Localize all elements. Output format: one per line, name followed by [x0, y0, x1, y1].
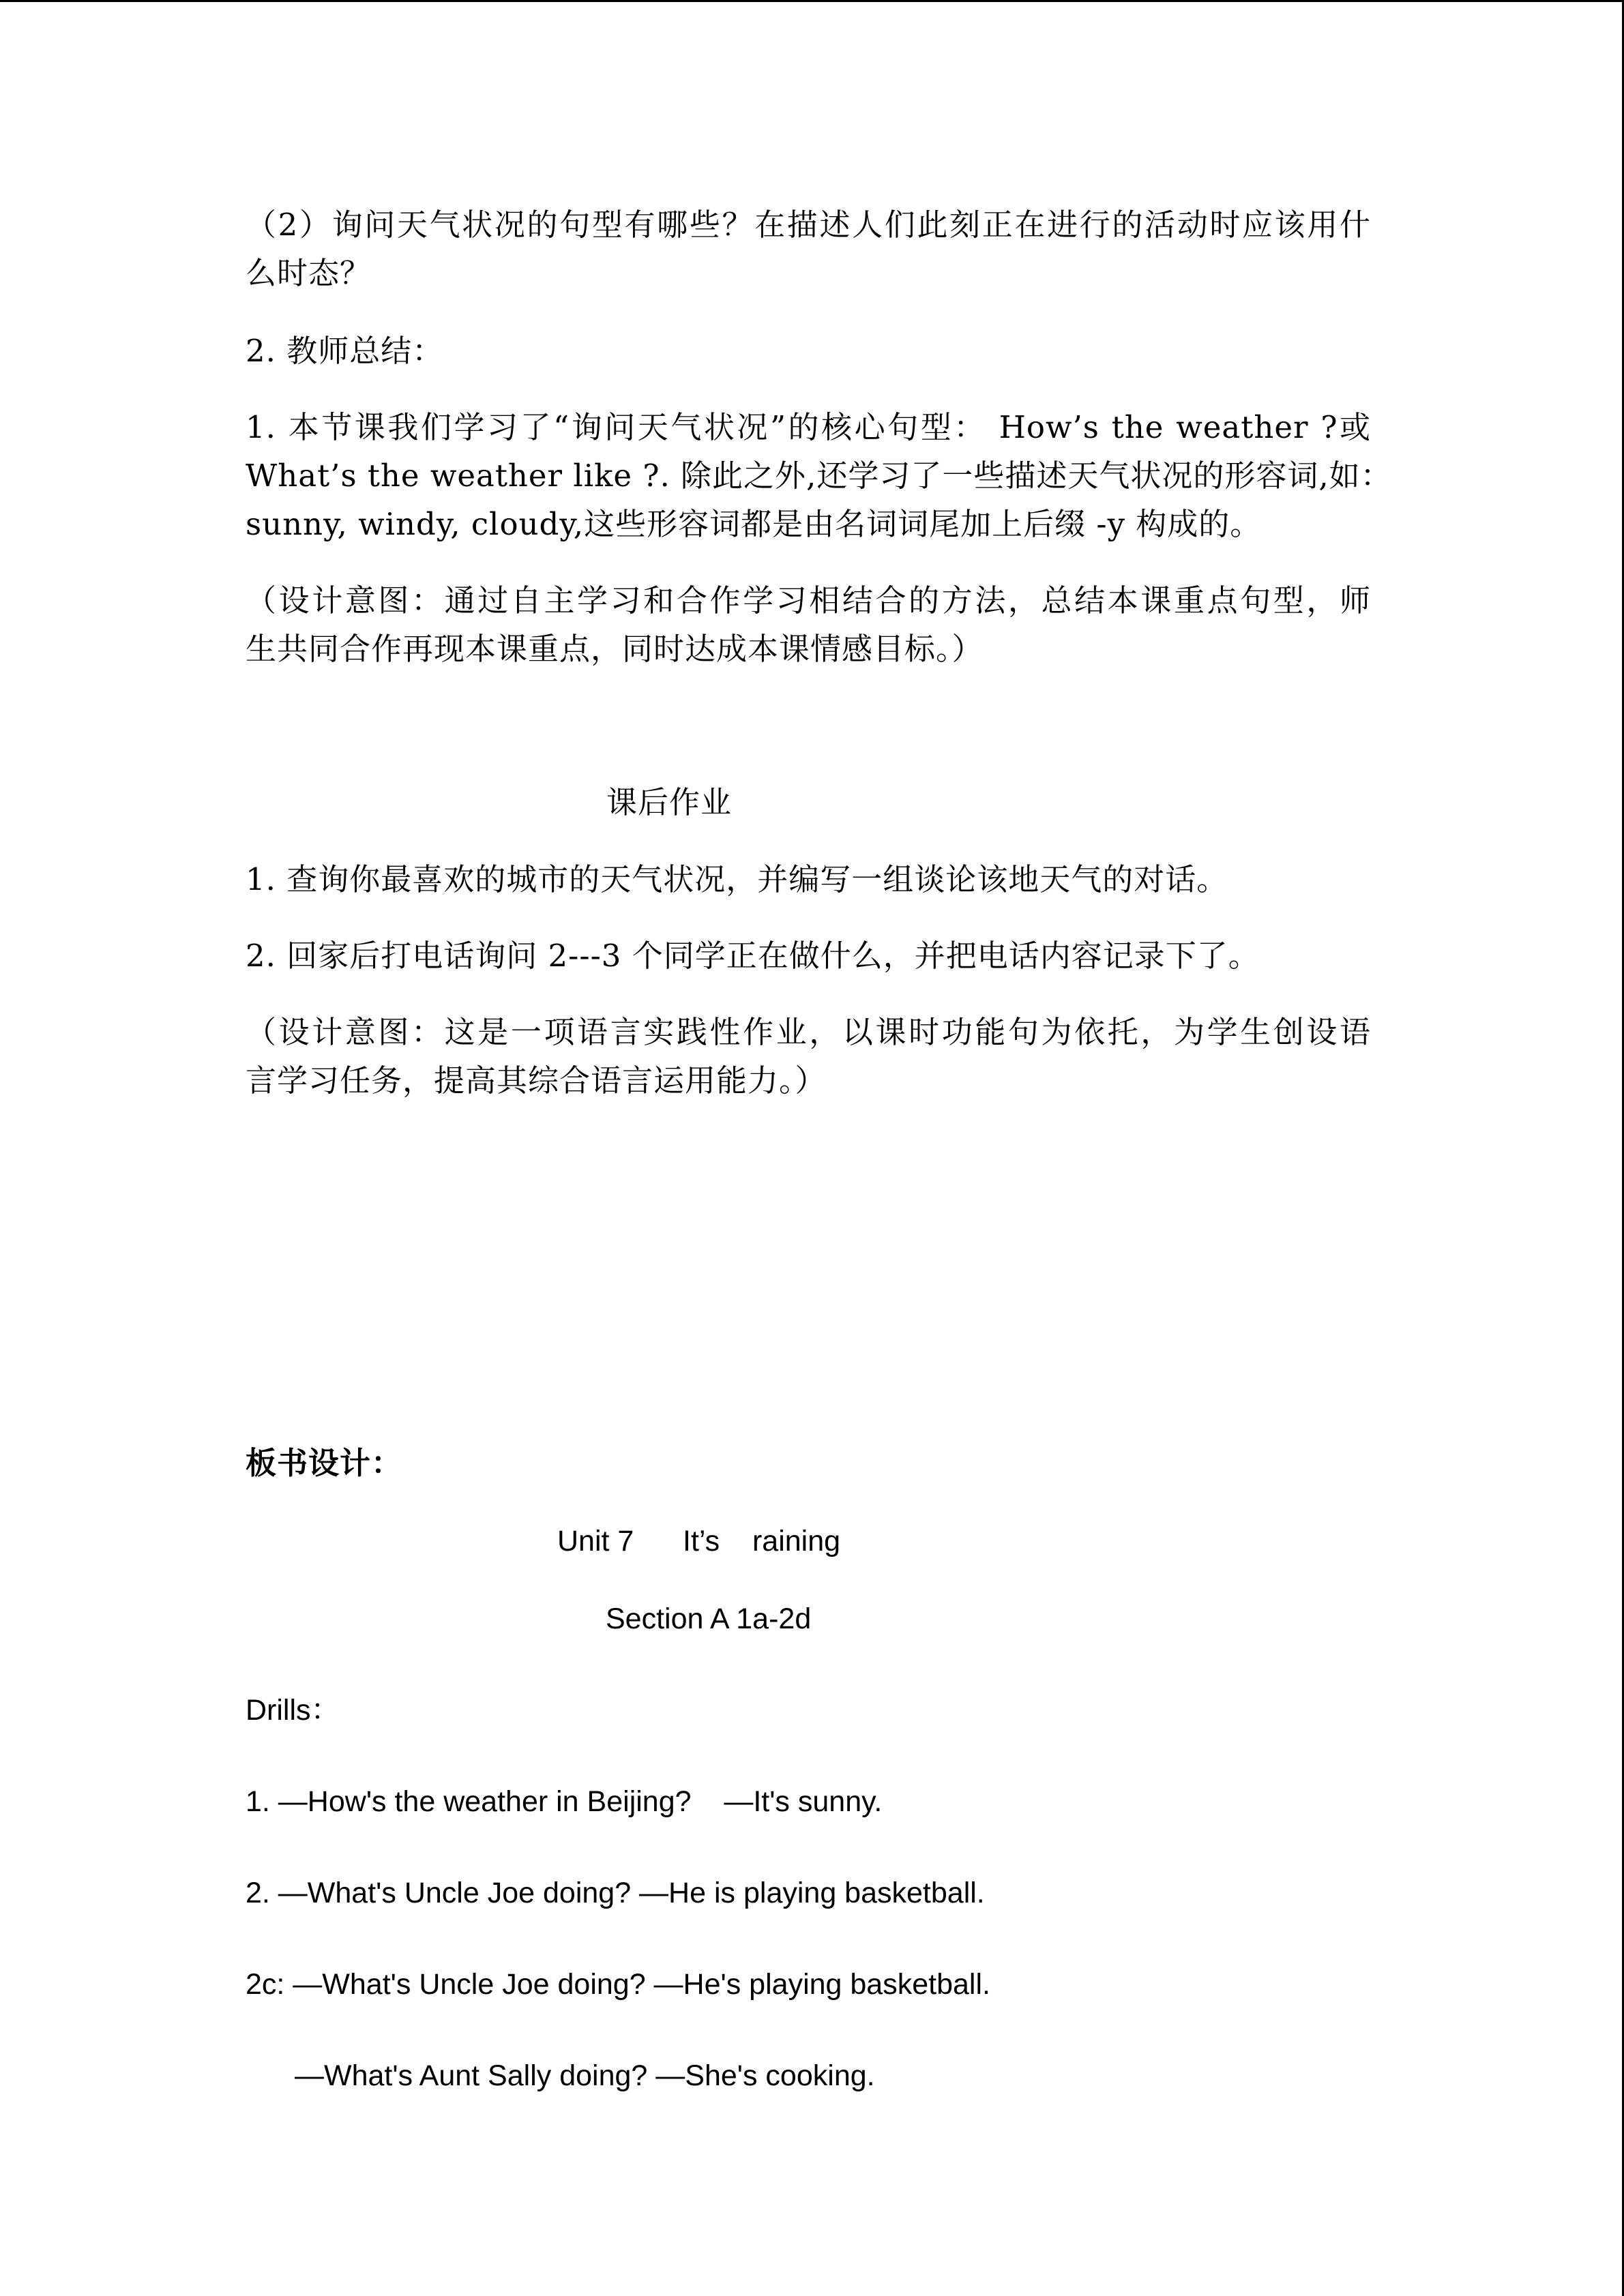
summary-line-2: What’s the weather like ?. 除此之外,还学习了一些描述天气状况的形容词,如：	[246, 458, 1392, 494]
homework-title: 课后作业	[606, 784, 733, 820]
drill-3: 2c: —What's Uncle Joe doing? —He's playing basketball.	[246, 1968, 990, 2001]
design-intent-2-line-2: 言学习任务，提高其综合语言运用能力。）	[246, 1062, 827, 1099]
board-design-heading: 板书设计：	[246, 1445, 403, 1481]
teacher-summary-heading: 2. 教师总结：	[246, 333, 444, 369]
board-unit-title: Unit 7 It’s raining	[557, 1525, 841, 1557]
design-intent-1-line-2: 生共同合作再现本课重点，同时达成本课情感目标。）	[246, 631, 984, 667]
drills-label: Drills：	[246, 1694, 340, 1727]
design-intent-2-line-1: （设计意图：这是一项语言实践性作业，以课时功能句为依托，为学生创设语	[246, 1014, 1371, 1050]
board-section-title: Section A 1a-2d	[606, 1602, 812, 1635]
homework-item-2: 2. 回家后打电话询问 2---3 个同学正在做什么，并把电话内容记录下了。	[246, 938, 1260, 974]
design-intent-1-line-1: （设计意图：通过自主学习和合作学习相结合的方法，总结本课重点句型，师	[246, 582, 1371, 618]
page-top-border	[0, 0, 1624, 2]
summary-line-1: 1. 本节课我们学习了“询问天气状况”的核心句型： How’s the weather ?或	[246, 409, 1371, 445]
homework-item-1: 1. 查询你最喜欢的城市的天气状况，并编写一组谈论该地天气的对话。	[246, 861, 1228, 897]
question-2-line-1: （2）询问天气状况的句型有哪些？在描述人们此刻正在进行的活动时应该用什	[246, 207, 1371, 243]
drill-4: —What's Aunt Sally doing? —She's cooking.	[295, 2059, 875, 2092]
drill-1: 1. —How's the weather in Beijing? —It's sunny.	[246, 1785, 883, 1818]
summary-line-3: sunny, windy, cloudy,这些形容词都是由名词词尾加上后缀 -y 构成的。	[246, 506, 1262, 542]
drill-2: 2. —What's Uncle Joe doing? —He is playing basketball.	[246, 1877, 985, 1909]
question-2-line-2: 么时态？	[246, 255, 372, 291]
